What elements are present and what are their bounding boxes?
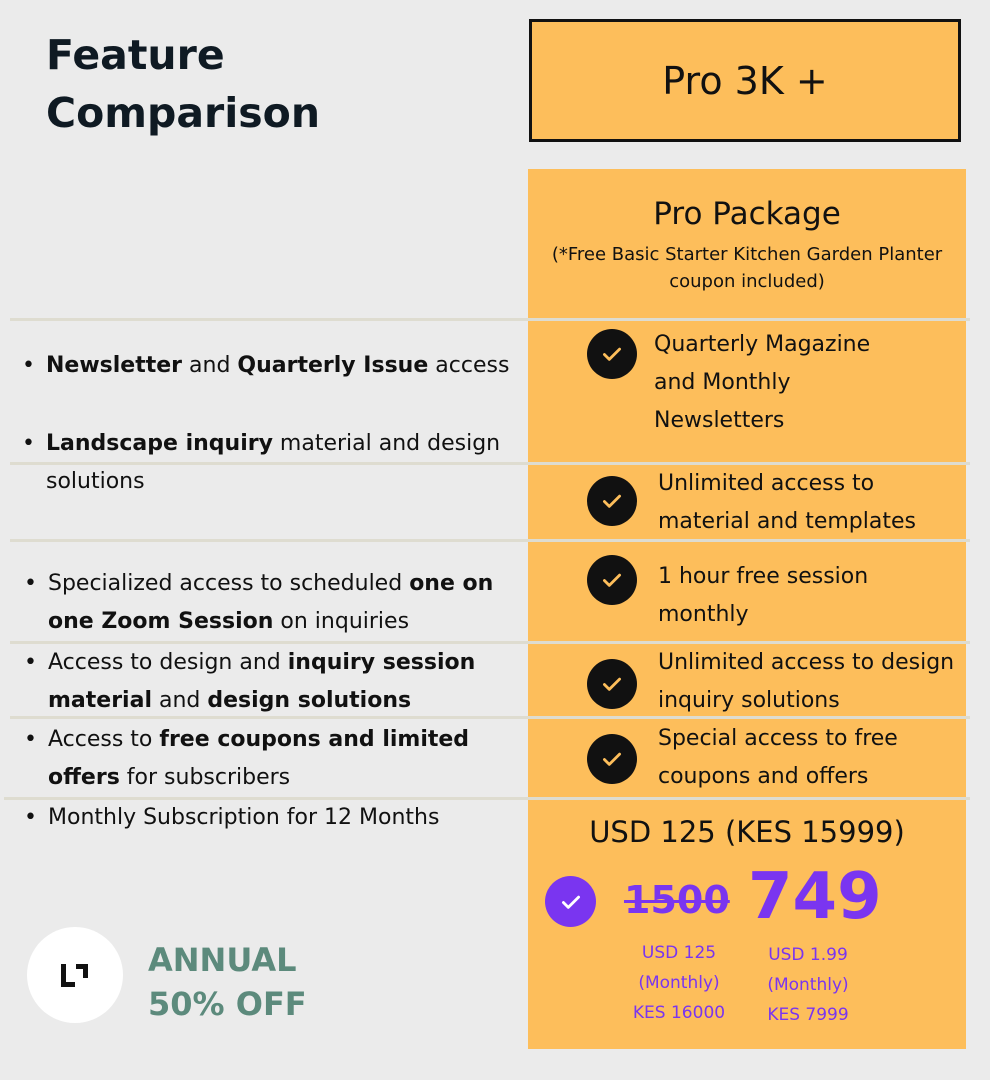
feature-item [48,721,518,797]
promo-text [148,938,307,1026]
check-icon [587,734,637,784]
feature-text: on inquiries [273,609,410,634]
plan-name-box [529,19,961,142]
feature-text: Monthly Subscription for 12 Months [48,805,440,830]
feature-item [46,347,536,385]
new-detail-period: (Monthly) [767,975,849,995]
logo-icon [58,960,92,990]
new-price: 749 [748,860,882,934]
feature-item [48,565,518,641]
promo-line-1: ANNUAL [148,941,297,979]
title-line-2: Comparison [46,89,321,137]
check-icon [587,329,637,379]
new-price-detail [748,940,868,1030]
plan-value: Quarterly Magazine and Monthly Newsletters [654,332,871,433]
feature-emphasis: Quarterly Issue [237,353,429,378]
feature-text: Access to [48,727,160,752]
old-detail-kes: KES 16000 [632,1003,726,1023]
feature-text: material and design solutions [46,431,501,494]
feature-emphasis: design solutions [207,688,412,713]
feature-emphasis: one on one Zoom Session [48,571,494,634]
new-detail-kes: KES 7999 [767,1005,849,1025]
divider [10,318,970,321]
feature-text: and [182,353,238,378]
feature-item [46,425,541,501]
brand-logo [27,927,123,1023]
package-title: Pro Package [653,196,841,232]
plan-value: Unlimited access to material and templates [658,471,916,534]
plan-value: 1 hour free session monthly [658,564,869,627]
feature-item [48,799,518,837]
feature-text: access [428,353,510,378]
package-note-line-2: coupon included) [669,271,825,292]
check-icon [545,876,596,927]
promo-line-2: 50% OFF [148,985,307,1023]
title-line-1: Feature [46,31,225,79]
check-icon [587,659,637,709]
feature-text: Access to design and [48,650,288,675]
feature-emphasis: Newsletter [46,353,183,378]
price-line: USD 125 (KES 15999) [589,815,905,849]
feature-text: for subscribers [119,765,291,790]
old-price: 1500 [624,878,730,922]
check-icon [587,476,637,526]
feature-emphasis: Landscape inquiry [46,431,273,456]
check-icon [587,555,637,605]
plan-value: Unlimited access to design inquiry solutions [658,650,955,713]
feature-text: and [151,688,208,713]
new-detail-usd: USD 1.99 [768,945,848,965]
old-price-detail [618,938,740,1028]
feature-emphasis: free coupons and limited offers [48,727,470,790]
page-title [46,26,466,142]
feature-emphasis: inquiry session material [48,650,476,713]
package-note [528,241,966,295]
feature-text: Specialized access to scheduled [48,571,410,596]
feature-item [48,644,518,720]
plan-value: Special access to free coupons and offers [658,726,898,789]
old-detail-period: (Monthly) [638,973,720,993]
plan-name: Pro 3K + [662,58,828,103]
old-detail-usd: USD 125 [641,943,717,963]
package-note-line-1: (*Free Basic Starter Kitchen Garden Planter [551,244,943,265]
